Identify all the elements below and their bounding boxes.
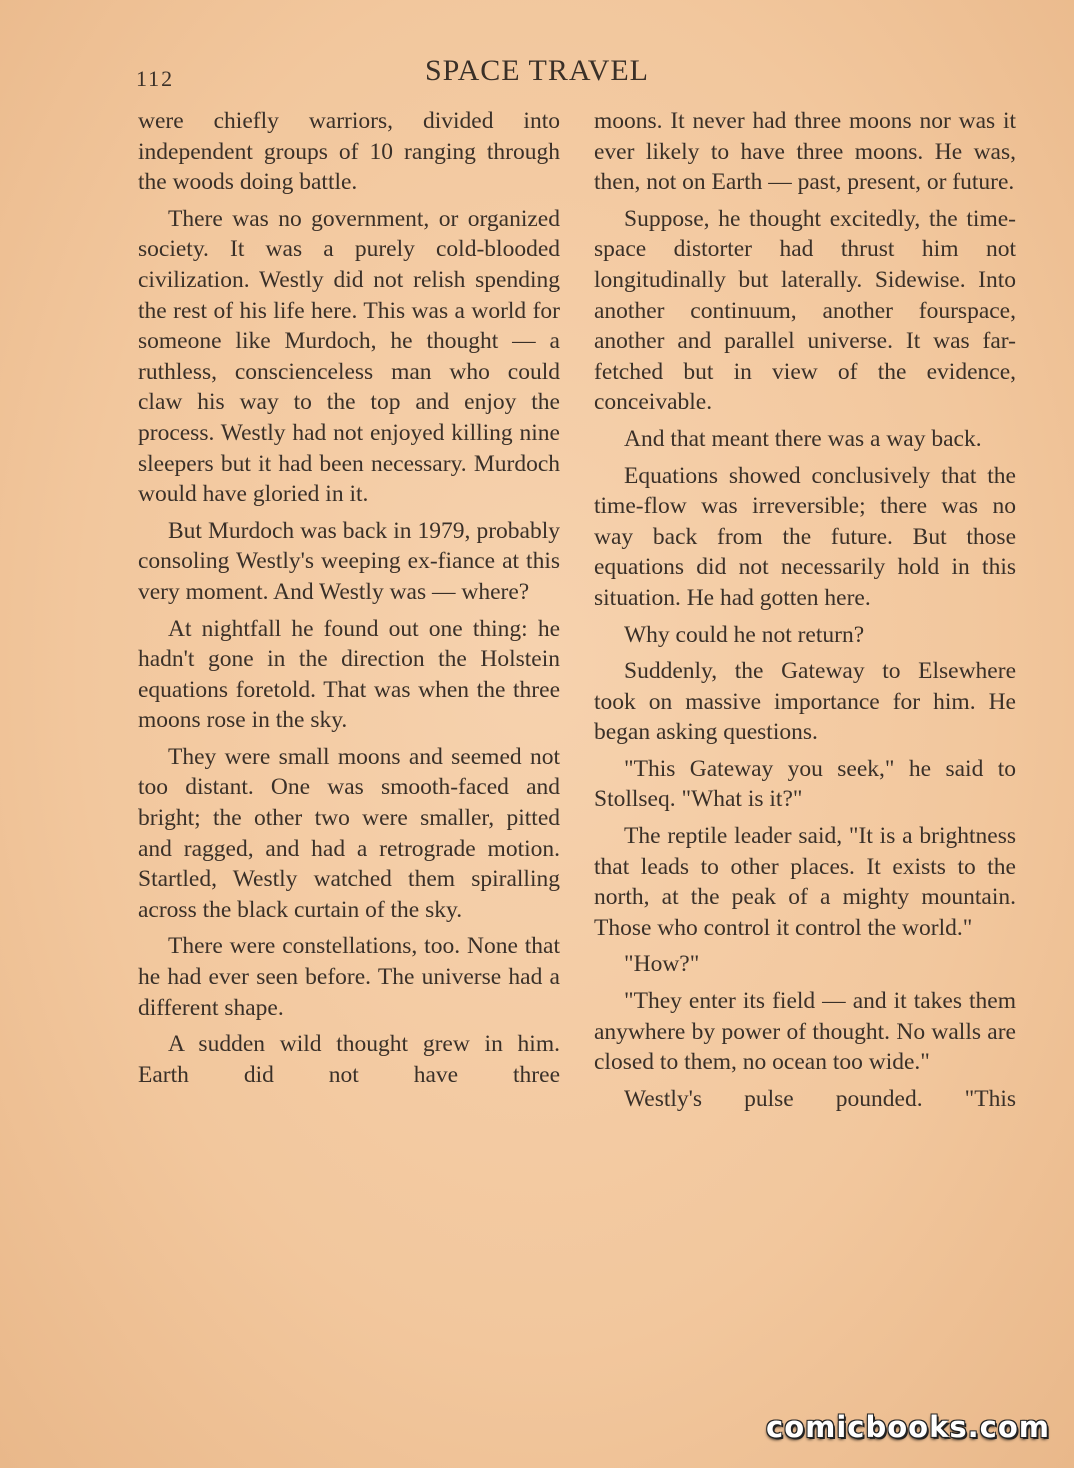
paragraph: Equations showed conclusively that the time-flow was irreversible; there was no way back from the future. But those equations did not necessarily hold in this situation. He had gotten here. [594,462,1016,611]
paragraph: A sudden wild thought grew in him. Earth did not have three [138,1031,560,1088]
running-head: SPACE TRAVEL [424,54,650,87]
paragraph: moons. It never had three moons nor was it ever likely to have three moons. He was, then, not on Earth — past, present, or future. [594,108,1016,196]
paragraph: "They enter its field — and it takes them anywhere by power of thought. No walls are closed to them, no ocean too wide." [594,988,1016,1076]
paragraph: were chiefly warriors, divided into independent groups of 10 ranging through the woods doing battle. [138,108,560,196]
left-column [138,106,560,1096]
paragraph: At nightfall he found out one thing: he hadn't gone in the direction the Holstein equations foretold. That was when the three moons rose in the sky. [138,615,560,734]
paragraph: But Murdoch was back in 1979, probably consoling Westly's weeping ex-fiance at this very moment. And Westly was — where? [138,517,560,605]
paragraph: Suppose, he thought excitedly, the time-space distorter had thrust him not longitudinally but laterally. Sidewise. Into another continuum, another fourspace, another and parallel universe. It was far-fetched but in view of the evidence, conceivable. [594,205,1016,416]
paragraph: "How?" [624,951,700,978]
paragraph: There was no government, or organized society. It was a purely cold-blooded civilization. Westly did not relish spending the rest of his life here. This was a world for someone like Murdoch, he thought — a ruthless, conscienceless man who could claw his way to the top and enjoy the process. Westly had not enjoyed killing nine sleepers but it had been necessary. Murdoch would have gloried in it. [138,205,560,508]
paragraph: And that meant there was a way back. [624,425,982,452]
site-watermark: comicbooks.com [766,1410,1050,1444]
paragraph: There were constellations, too. None that he had ever seen before. The universe had a different shape. [138,933,560,1021]
paragraph: They were small moons and seemed not too distant. One was smooth-faced and bright; the other two were smaller, pitted and ragged, and had a retrograde motion. Startled, Westly watched them spiralling across the black curtain of the sky. [138,743,560,923]
paragraph: The reptile leader said, "It is a brightness that leads to other places. It exists to the north, at the peak of a mighty mountain. Those who control it control the world." [594,823,1016,941]
paragraph: "This Gateway you seek," he said to Stollseq. "What is it?" [594,755,1016,813]
page-number: 112 [136,66,175,91]
paragraph: Westly's pulse pounded. "This [624,1085,1016,1112]
right-column [594,106,1016,1120]
paragraph: Why could he not return? [624,621,865,648]
paragraph: Suddenly, the Gateway to Elsewhere took on massive importance for him. He began asking questions. [594,658,1016,746]
